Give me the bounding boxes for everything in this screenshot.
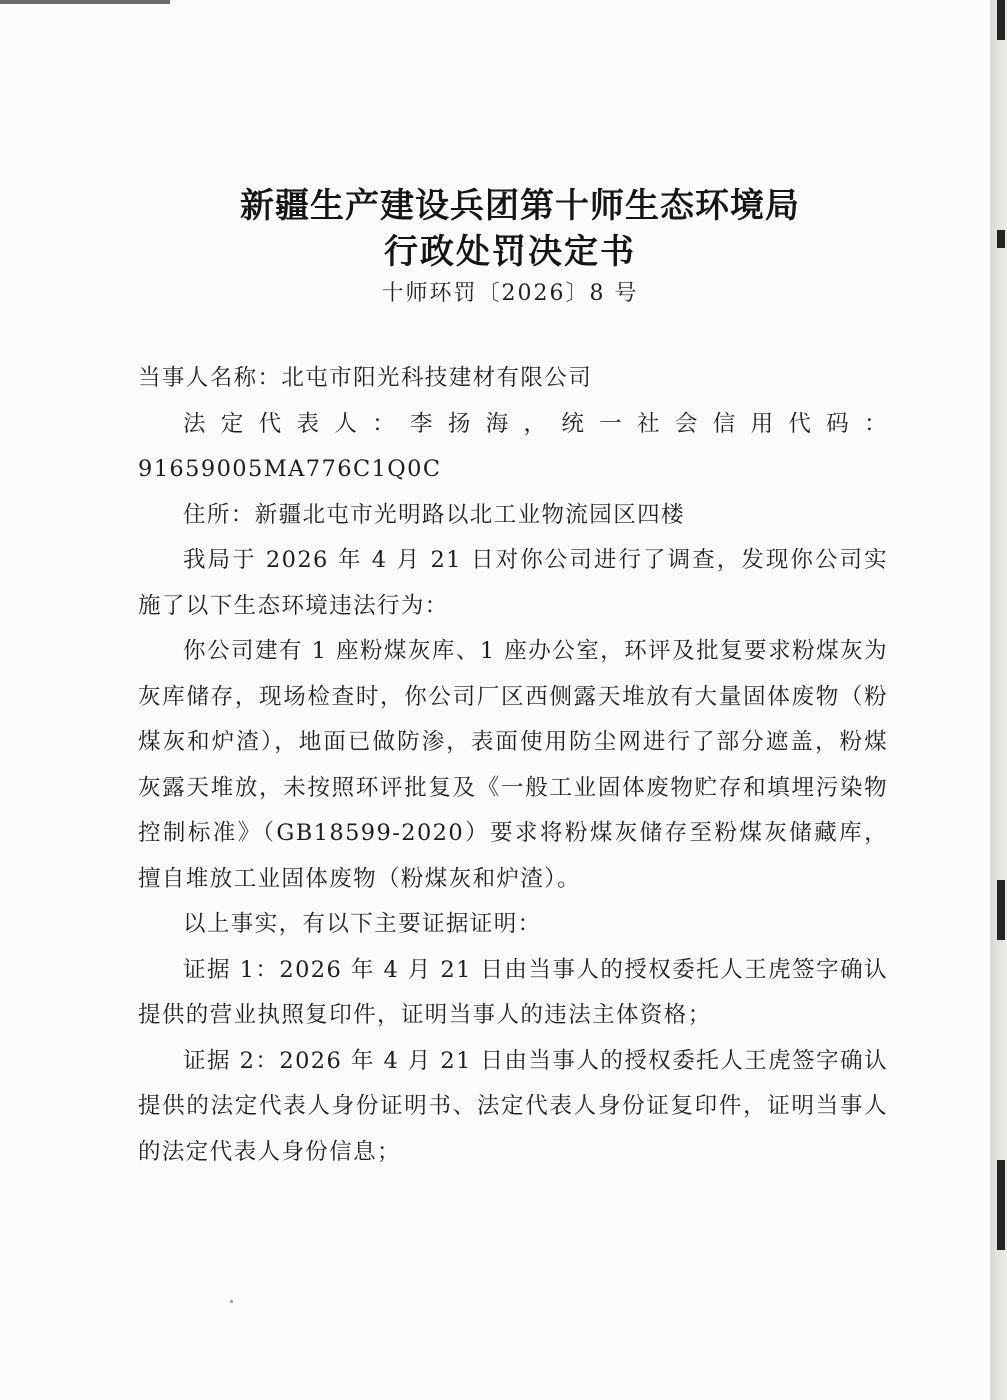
evidence-item-2: 证据 2：2026 年 4 月 21 日由当事人的授权委托人王虎签字确认提供的法定代表人身份证明书、法定代表人身份证复印件，证明当事人的法定代表人身份信息； xyxy=(138,1047,888,1165)
scan-speck xyxy=(230,1300,233,1303)
scan-edge-mark xyxy=(997,1160,1005,1250)
document-title-line1: 新疆生产建设兵团第十师生态环境局 xyxy=(240,186,800,226)
evidence-intro: 以上事实，有以下主要证据证明： xyxy=(183,911,542,937)
scan-edge-mark xyxy=(997,0,1005,40)
scan-edge-shadow xyxy=(0,0,170,4)
legal-representative: 法定代表人：李扬海，统一社会信用代码：91659005MA776C1Q0C xyxy=(138,410,888,482)
scan-edge-mark xyxy=(997,230,1005,248)
party-name: 当事人名称：北屯市阳光科技建材有限公司 xyxy=(138,365,593,391)
scan-background-strip xyxy=(990,0,1007,1400)
investigation-intro: 我局于 2026 年 4 月 21 日对你公司进行了调查，发现你公司实施了以下生态环境违法行为： xyxy=(138,547,888,619)
document-number: 十师环罚〔2026〕8 号 xyxy=(381,281,639,306)
violation-description: 你公司建有 1 座粉煤灰库、1 座办公室，环评及批复要求粉煤灰为灰库储存，现场检查时，你公司厂区西侧露天堆放有大量固体废物（粉煤灰和炉渣），地面已做防渗，表面使用防尘网进行了部分遮盖，粉煤灰露天堆放，未按照环评批复及《一般工业固体废物贮存和填埋污染物控制标准》（GB18599-2020）要求将粉煤灰储存至粉煤灰储藏库，擅自堆放工业固体废物（粉煤灰和炉渣）。 xyxy=(138,638,888,892)
document-title-line2: 行政处罚决定书 xyxy=(384,232,636,272)
scan-edge-mark xyxy=(997,880,1005,940)
document-body xyxy=(138,356,888,1175)
evidence-item-1: 证据 1：2026 年 4 月 21 日由当事人的授权委托人王虎签字确认提供的营业执照复印件，证明当事人的违法主体资格； xyxy=(138,956,888,1028)
party-address: 住所：新疆北屯市光明路以北工业物流园区四楼 xyxy=(183,501,685,528)
